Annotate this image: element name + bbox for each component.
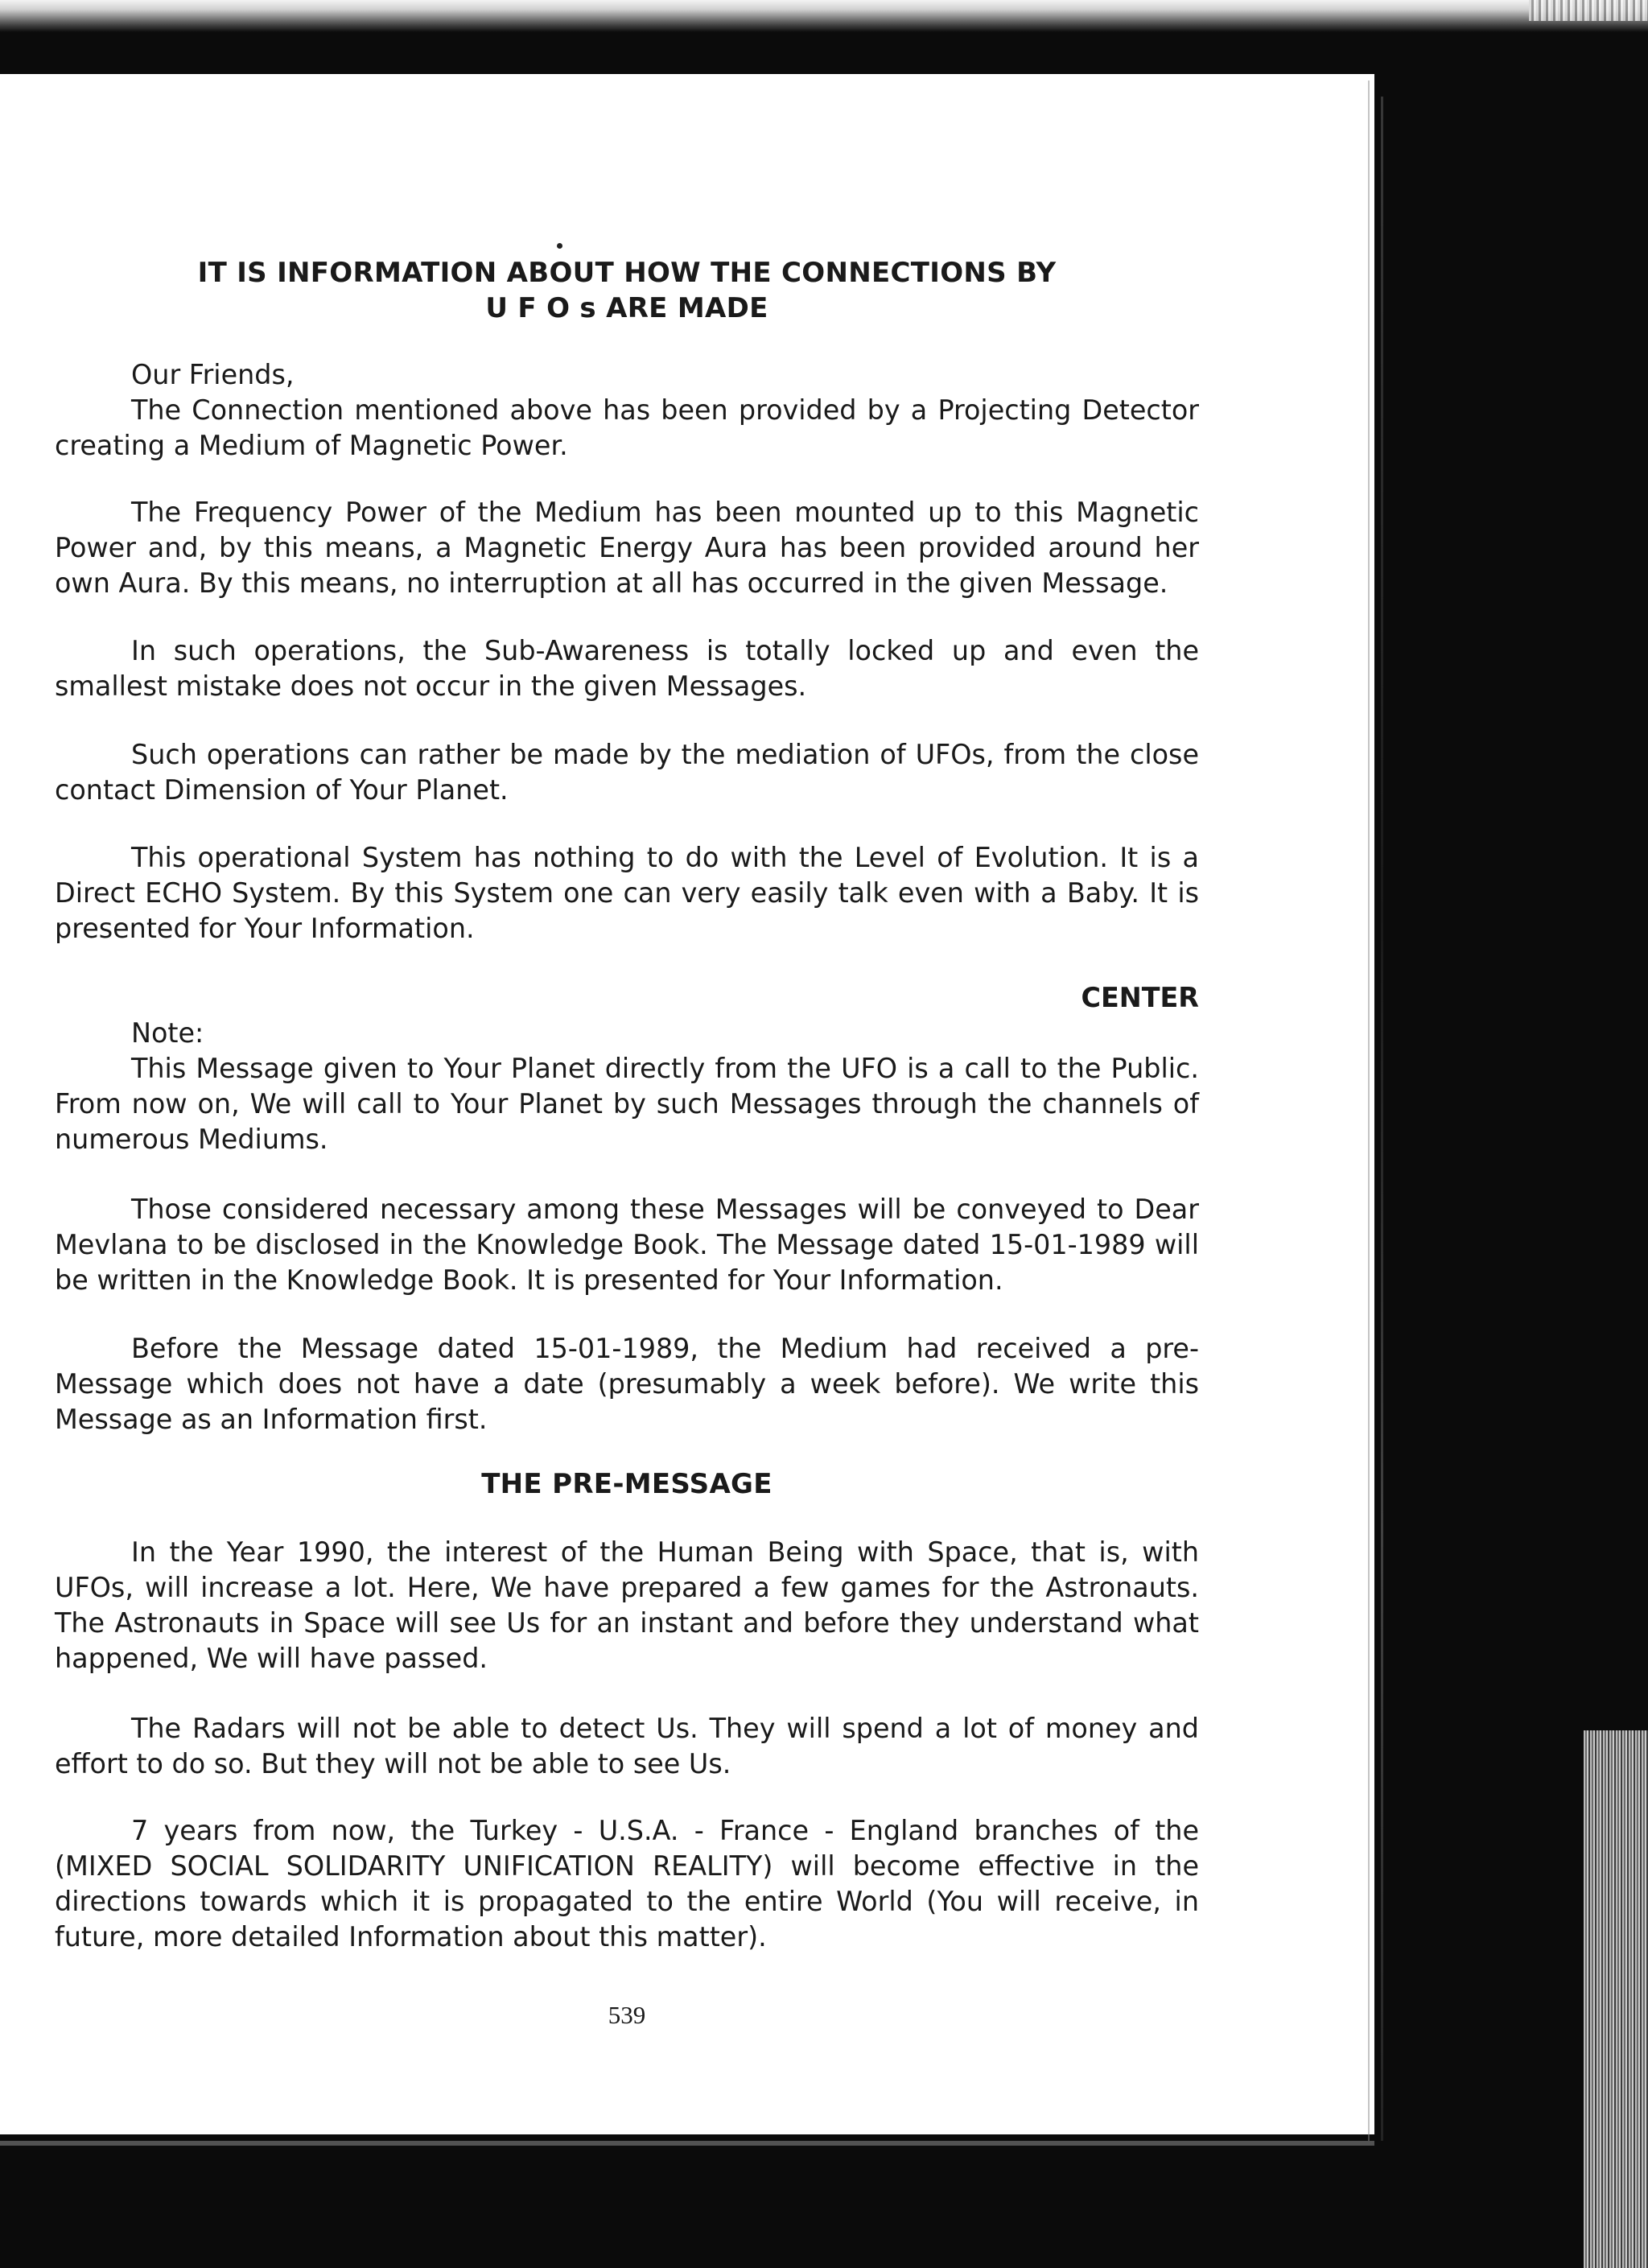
pre-message-paragraph-1990: In the Year 1990, the interest of the Human Being with Space, that is, with UFOs, will increase a lot. Here, We have prepared a few games for the Astronauts. The Astronauts in Space will see Us for an instant and before they understand what happened, We will have passed. bbox=[55, 1536, 1199, 1674]
salutation: Our Friends, bbox=[131, 359, 295, 390]
paragraph-sub-awareness: In such operations, the Sub-Awareness is totally locked up and even the smallest mistake does not occur in the given Messages. bbox=[55, 635, 1199, 702]
page-edge-rule bbox=[1368, 80, 1370, 2141]
scanner-grain-top bbox=[1529, 0, 1648, 21]
note-paragraph-pre-message: Before the Message dated 15-01-1989, the Medium had received a pre-Message which does not have a date (presumably a week before). We write this Message as an Information first. bbox=[55, 1333, 1199, 1435]
page-edge-shadow bbox=[1381, 97, 1383, 2141]
scanner-grain-bottom bbox=[1584, 1730, 1648, 2268]
title-line-2: U F O s ARE MADE bbox=[485, 292, 768, 324]
scanner-top-edge bbox=[0, 0, 1648, 32]
paragraph-ufo-mediation: Such operations can rather be made by the mediation of UFOs, from the close contact Dimension of Your Planet. bbox=[55, 739, 1199, 806]
pre-message-paragraph-radars: The Radars will not be able to detect Us. They will spend a lot of money and effort to do so. But they will not be able to see Us. bbox=[55, 1713, 1199, 1779]
paragraph-echo-system: This operational System has nothing to do with the Level of Evolution. It is a Direct ECHO System. By this System one can very easily talk even with a Baby. It is presented for Your Information. bbox=[55, 842, 1199, 944]
page-number: 539 bbox=[608, 2001, 646, 2029]
paragraph-connection: The Connection mentioned above has been provided by a Projecting Detector creating a Medium of Magnetic Power. bbox=[55, 394, 1199, 461]
book-page bbox=[0, 74, 1374, 2134]
paragraph-frequency: The Frequency Power of the Medium has been mounted up to this Magnetic Power and, by this means, a Magnetic Energy Aura has been provided around her own Aura. By this means, no interruption at all has occurred in the given Message. bbox=[55, 497, 1199, 599]
note-label: Note: bbox=[131, 1017, 204, 1049]
title-line-1: IT IS INFORMATION ABOUT HOW THE CONNECTIONS BY bbox=[197, 257, 1057, 289]
ink-speck bbox=[557, 243, 562, 249]
page-bottom-edge bbox=[0, 2141, 1374, 2146]
pre-message-paragraph-seven-years: 7 years from now, the Turkey - U.S.A. - France - England branches of the (MIXED SOCIAL SOLIDARITY UNIFICATION REALITY) will become effective in the directions towards which it is propagated to the entire World (You will receive, in future, more detailed Information about this matter). bbox=[55, 1815, 1199, 1953]
signature-center: CENTER bbox=[1081, 982, 1199, 1013]
note-paragraph-knowledge-book: Those considered necessary among these Messages will be conveyed to Dear Mevlana to be disclosed in the Knowledge Book. The Message dated 15-01-1989 will be written in the Knowledge Book. It is presented for Your Information. bbox=[55, 1194, 1199, 1296]
note-paragraph-call: This Message given to Your Planet directly from the UFO is a call to the Public. From now on, We will call to Your Planet by such Messages through the channels of numerous Mediums. bbox=[55, 1053, 1199, 1155]
subheading-pre-message: THE PRE-MESSAGE bbox=[481, 1468, 772, 1500]
